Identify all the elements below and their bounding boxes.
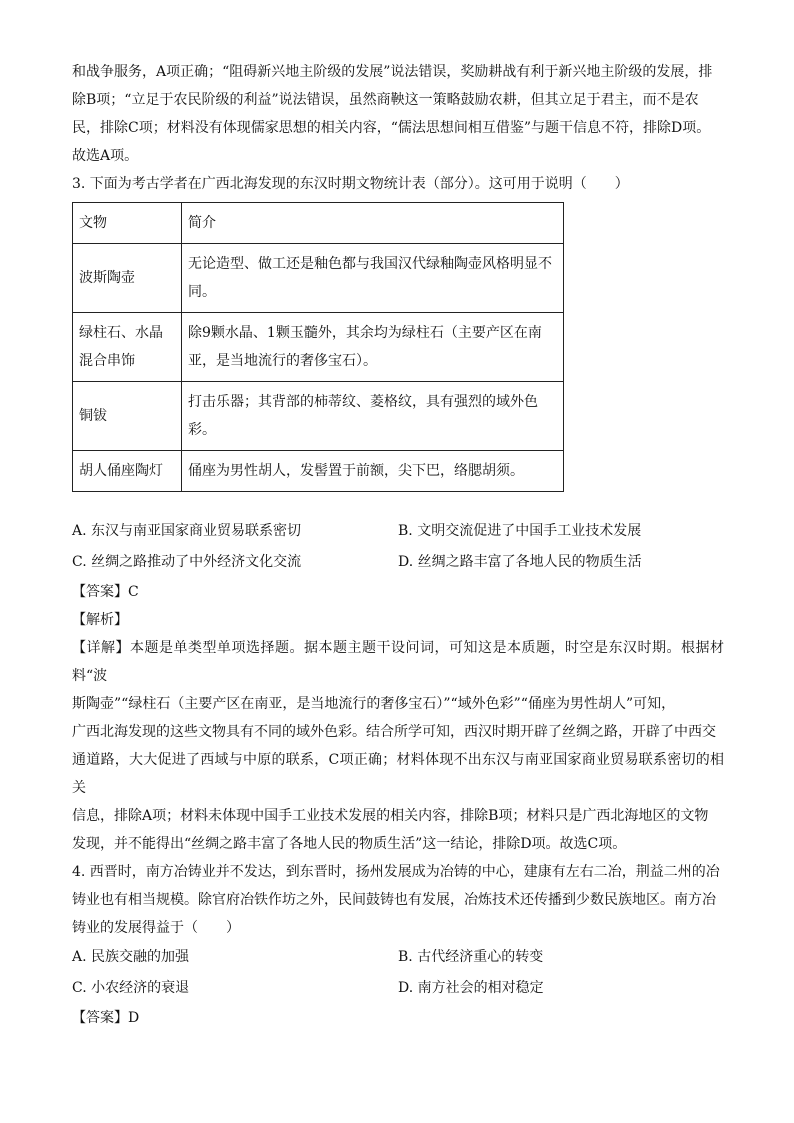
table-header-row	[73, 203, 564, 244]
answer-label: 【答案】	[72, 1010, 128, 1026]
relic-desc-cell: 打击乐器；其背部的柿蒂纹、菱格纹，具有强烈的域外色彩。	[182, 382, 564, 451]
table-row	[73, 382, 564, 451]
table-header-cell: 文物	[73, 203, 182, 244]
answer-value: D	[128, 1010, 140, 1026]
question-3-options	[72, 516, 724, 578]
question-4-options	[72, 942, 724, 1004]
text-line: 通道路，大大促进了西域与中原的联系，C项正确；材料体现不出东汉与南亚国家商业贸易联系密切的相关	[72, 752, 724, 796]
option-c: C. 小农经济的衰退	[72, 980, 190, 996]
answer-value: C	[128, 584, 139, 600]
table-row	[73, 313, 564, 382]
option-b: B. 文明交流促进了中国手工业技术发展	[398, 523, 642, 539]
table-row	[73, 244, 564, 313]
text-line: 4. 西晋时，南方冶铸业并不发达，到东晋时，扬州发展成为冶铸的中心，建康有左右二冶，荆益二州的冶	[72, 864, 720, 880]
relic-name-cell: 绿柱石、水晶混合串饰	[73, 313, 182, 382]
text-line: 广西北海发现的这些文物具有不同的域外色彩。结合所学可知，西汉时期开辟了丝绸之路，开辟了中西交	[72, 724, 716, 740]
text-line: 斯陶壶”“绿柱石（主要产区在南亚，是当地流行的奢侈宝石）”“域外色彩”“俑座为男性胡人”可知，	[72, 696, 676, 712]
table-row	[73, 451, 564, 492]
text-line: 发现，并不能得出“丝绸之路丰富了各地人民的物质生活”这一结论，排除D项。故选C项。	[72, 836, 627, 852]
text-line: 民，排除C项；材料没有体现儒家思想的相关内容，“儒法思想间相互借鉴”与题干信息不符，排除D项。	[72, 120, 711, 136]
option-d: D. 南方社会的相对稳定	[398, 980, 544, 996]
relic-desc-cell: 无论造型、做工还是釉色都与我国汉代绿釉陶壶风格明显不同。	[182, 244, 564, 313]
text-line: 和战争服务，A项正确；“阻碍新兴地主阶级的发展”说法错误，奖励耕战有利于新兴地主阶级的发展，排	[72, 64, 713, 80]
text-line: 除B项；“立足于农民阶级的利益”说法错误，虽然商鞅这一策略鼓励农耕，但其立足于君主，而不是农	[72, 92, 699, 108]
relic-name-cell: 胡人俑座陶灯	[73, 451, 182, 492]
option-a: A. 东汉与南亚国家商业贸易联系密切	[72, 523, 302, 539]
option-c: C. 丝绸之路推动了中外经济文化交流	[72, 554, 302, 570]
analysis-label: 【解析】	[72, 612, 128, 628]
question-4-answer	[72, 1004, 724, 1032]
intro-paragraph	[72, 58, 724, 170]
question-3-detail	[72, 634, 724, 858]
option-b: B. 古代经济重心的转变	[398, 949, 544, 965]
detail-label: 【详解】	[72, 640, 130, 656]
relic-desc-cell: 除9颗水晶、1颗玉髓外，其余均为绿柱石（主要产区在南亚，是当地流行的奢侈宝石）。	[182, 313, 564, 382]
table-header-cell: 简介	[182, 203, 564, 244]
option-d: D. 丝绸之路丰富了各地人民的物质生活	[398, 554, 642, 570]
document-page	[72, 58, 724, 1032]
relic-name-cell: 波斯陶壶	[73, 244, 182, 313]
text-line: 信息，排除A项；材料未体现中国手工业技术发展的相关内容，排除B项；材料只是广西北海地区的文物	[72, 808, 709, 824]
text-line: 故选A项。	[72, 148, 139, 164]
detail-text: 本题是单类型单项选择题。据本题主题干设问词，可知这是本质题，时空是东汉时期。根据材料“波	[72, 640, 724, 684]
answer-label: 【答案】	[72, 584, 128, 600]
relic-desc-cell: 俑座为男性胡人，发髻置于前额，尖下巴，络腮胡须。	[182, 451, 564, 492]
question-3-stem: 3. 下面为考古学者在广西北海发现的东汉时期文物统计表（部分）。这可用于说明（ ）	[72, 176, 629, 192]
question-3-answer	[72, 578, 724, 606]
question-4-stem	[72, 858, 724, 942]
relics-table	[72, 202, 564, 492]
text-line: 铸业也有相当规模。除官府冶铁作坊之外，民间鼓铸也有发展，冶炼技术还传播到少数民族地区。南方冶	[72, 892, 716, 908]
spacer	[72, 492, 724, 516]
text-line: 铸业的发展得益于（ ）	[72, 920, 240, 936]
option-a: A. 民族交融的加强	[72, 949, 190, 965]
relic-name-cell: 铜钹	[73, 382, 182, 451]
text-line	[72, 634, 724, 690]
